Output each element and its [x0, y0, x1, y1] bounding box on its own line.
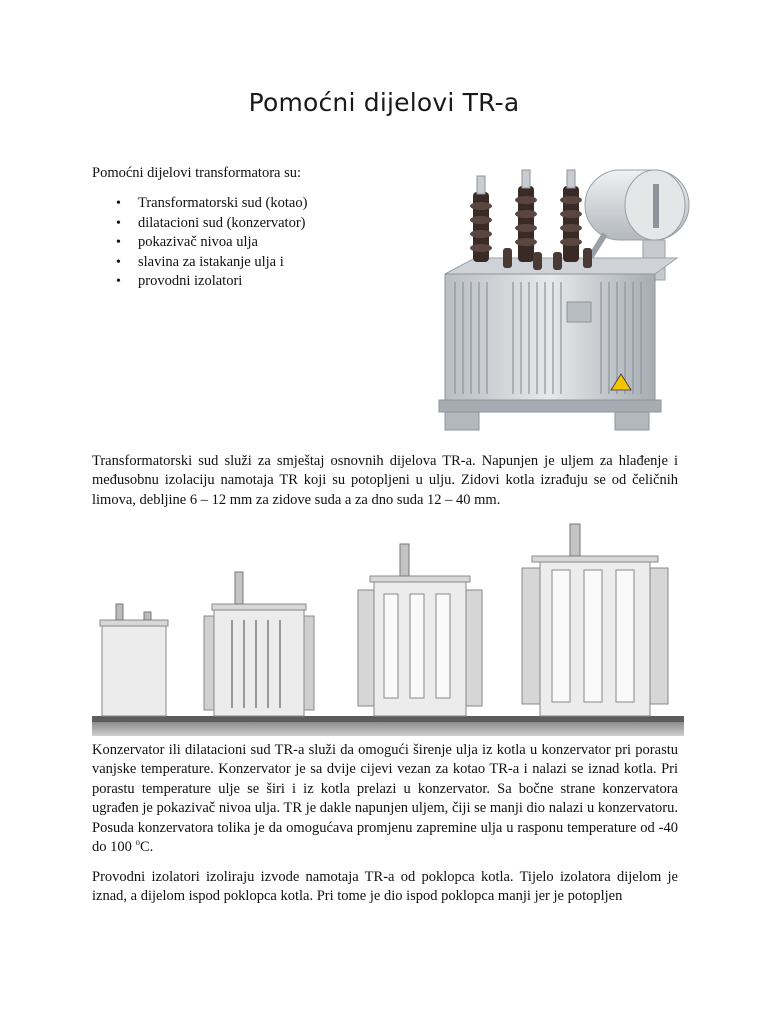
- tank-paragraph: Transformatorski sud služi za smještaj osnovnih dijelova TR-a. Napunjen je uljem za hlađenje i međusobnu izolaciju namotaja TR koji su potopljeni u ulju. Zidovi kotla izrađuju se od čeličnih limova, debljine 6 – 12 mm za zidove suda a za dno suda 12 – 40 mm.: [92, 453, 678, 508]
- list-item: • Transformatorski sud (kotao): [116, 194, 307, 214]
- transformer-sizes-figure: [92, 520, 684, 738]
- list-item: • provodni izolatori: [116, 272, 307, 292]
- list-item: • slavina za istakanje ulja i: [116, 253, 307, 273]
- insulators-paragraph: Provodni izolatori izoliraju izvode namotaja TR-a od poklopca kotla. Tijelo izolatora dijelom je iznad, a dijelom ispod poklopca kotla. Pri tome je dio ispod poklopca manji jer je potopljen: [92, 869, 678, 905]
- conservator-paragraph: [92, 741, 678, 857]
- list-item: • pokazivač nivoa ulja: [116, 233, 307, 253]
- transformer-photo: [415, 162, 695, 446]
- parts-list: [116, 194, 307, 292]
- degree-sign: o: [135, 837, 140, 848]
- list-item: • dilatacioni sud (konzervator): [116, 214, 307, 234]
- intro-text: Pomoćni dijelovi transformatora su:: [92, 165, 302, 181]
- page-title: Pomoćni dijelovi TR-a: [248, 88, 520, 117]
- conservator-text-end: C.: [140, 839, 154, 856]
- conservator-text: Konzervator ili dilatacioni sud TR-a služi da omogući širenje ulja iz kotla u konzervator pri porastu vanjske temperature. Konzervator je sa dvije cijevi vezan za kotao TR-a i nalazi se iznad kotla. Pri porastu temperature ulje se širi i iz kotla prelazi u konzervator. Sa bočne strane konzervatora ugrađen je pokazivač nivoa ulja. TR je dakle napunjen uljem, čiji se manji dio nalazi u konzervatoru. Posuda konzervatora tolika je da omogućava promjenu zapremine ulja u rasponu temperature od -40 do 100: [92, 742, 678, 856]
